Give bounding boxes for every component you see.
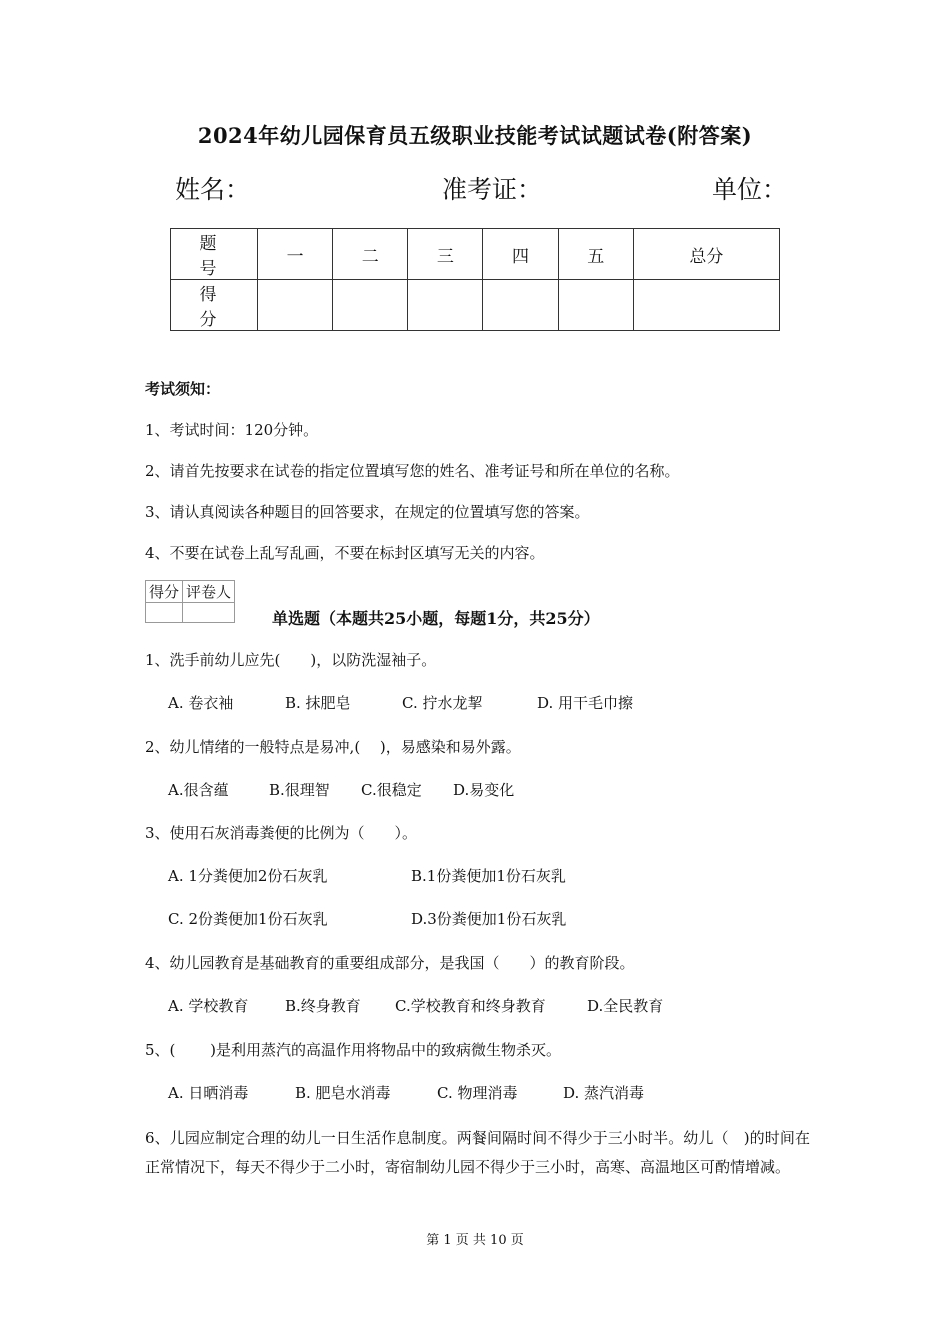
question-option: A. 卷衣袖 xyxy=(168,694,234,712)
notice-title: 考试须知： xyxy=(145,380,221,398)
section-3-header: 三 xyxy=(408,229,483,280)
question-number-header: 题 号 xyxy=(171,229,258,280)
question-option: B.很理智 xyxy=(269,781,330,799)
grader-score-cell xyxy=(146,603,183,623)
question-option: C. 2份粪便加1份石灰乳 xyxy=(168,910,328,928)
question-option: B. 肥皂水消毒 xyxy=(295,1084,391,1102)
score-cell xyxy=(558,280,633,331)
question-option: C. 物理消毒 xyxy=(437,1084,518,1102)
score-cell xyxy=(483,280,558,331)
question-option: D.易变化 xyxy=(453,781,515,799)
question-option: D. 蒸汽消毒 xyxy=(563,1084,645,1102)
notice-item: 2、请首先按要求在试卷的指定位置填写您的姓名、准考证号和所在单位的名称。 xyxy=(145,462,680,480)
question-option: B.终身教育 xyxy=(285,997,361,1015)
score-cell xyxy=(333,280,408,331)
exam-id-label: 准考证： xyxy=(442,175,543,204)
exam-title: 2024年幼儿园保育员五级职业技能考试试题试卷(附答案) xyxy=(197,123,753,148)
page-footer: 第 1 页 共 10 页 xyxy=(426,1233,524,1248)
grader-name-label: 评卷人 xyxy=(183,581,235,603)
question-option: A. 1分粪便加2份石灰乳 xyxy=(168,867,328,885)
grader-box xyxy=(145,580,235,623)
question-stem: 3、使用石灰消毒粪便的比例为（ ）。 xyxy=(145,824,418,842)
score-table-header-row xyxy=(171,229,780,280)
name-label: 姓名： xyxy=(175,175,251,204)
notice-item: 3、请认真阅读各种题目的回答要求，在规定的位置填写您的答案。 xyxy=(145,503,590,521)
score-table xyxy=(170,228,780,331)
question-option: C. 拧水龙挈 xyxy=(402,694,483,712)
question-option: B.1份粪便加1份石灰乳 xyxy=(411,867,566,885)
grader-name-cell xyxy=(183,603,235,623)
question-option: A. 学校教育 xyxy=(168,997,249,1015)
question-option: D. 用干毛巾擦 xyxy=(537,694,634,712)
notice-item: 1、考试时间：120分钟。 xyxy=(145,421,319,439)
total-header: 总分 xyxy=(633,229,779,280)
score-cell xyxy=(258,280,333,331)
section-1-header: 一 xyxy=(258,229,333,280)
question-option: B. 抹肥皂 xyxy=(285,694,351,712)
question-stem: 5、( )是利用蒸汽的高温作用将物品中的致病微生物杀灭。 xyxy=(145,1041,562,1059)
question-option: D.全民教育 xyxy=(587,997,664,1015)
score-table-score-row xyxy=(171,280,780,331)
question-stem: 2、幼儿情绪的一般特点是易冲,( )，易感染和易外露。 xyxy=(145,738,521,756)
notice-item: 4、不要在试卷上乱写乱画，不要在标封区填写无关的内容。 xyxy=(145,544,545,562)
score-cell xyxy=(408,280,483,331)
question-stem: 6、儿园应制定合理的幼儿一日生活作息制度。两餐间隔时间不得少于三小时半。幼儿（ )的时间在正常情况下，每天不得少于二小时，寄宿制幼儿园不得少于三小时，高寒、高温地区可酌情增减。 xyxy=(145,1129,810,1176)
question-option: C.学校教育和终身教育 xyxy=(395,997,546,1015)
section-5-header: 五 xyxy=(558,229,633,280)
score-cell xyxy=(633,280,779,331)
question-stem: 1、洗手前幼儿应先( )，以防洗湿袖子。 xyxy=(145,651,437,669)
section-title: 单选题（本题共25小题，每题1分，共25分） xyxy=(272,609,600,628)
question-option: A.很含蕴 xyxy=(168,781,229,799)
grader-score-label: 得分 xyxy=(146,581,183,603)
section-4-header: 四 xyxy=(483,229,558,280)
question-option: D.3份粪便加1份石灰乳 xyxy=(411,910,567,928)
section-2-header: 二 xyxy=(333,229,408,280)
score-label: 得 分 xyxy=(171,280,258,331)
unit-label: 单位： xyxy=(712,175,788,204)
question-option: C.很稳定 xyxy=(361,781,422,799)
question-stem: 4、幼儿园教育是基础教育的重要组成部分，是我国（ ）的教育阶段。 xyxy=(145,954,635,972)
question-option: A. 日晒消毒 xyxy=(168,1084,249,1102)
